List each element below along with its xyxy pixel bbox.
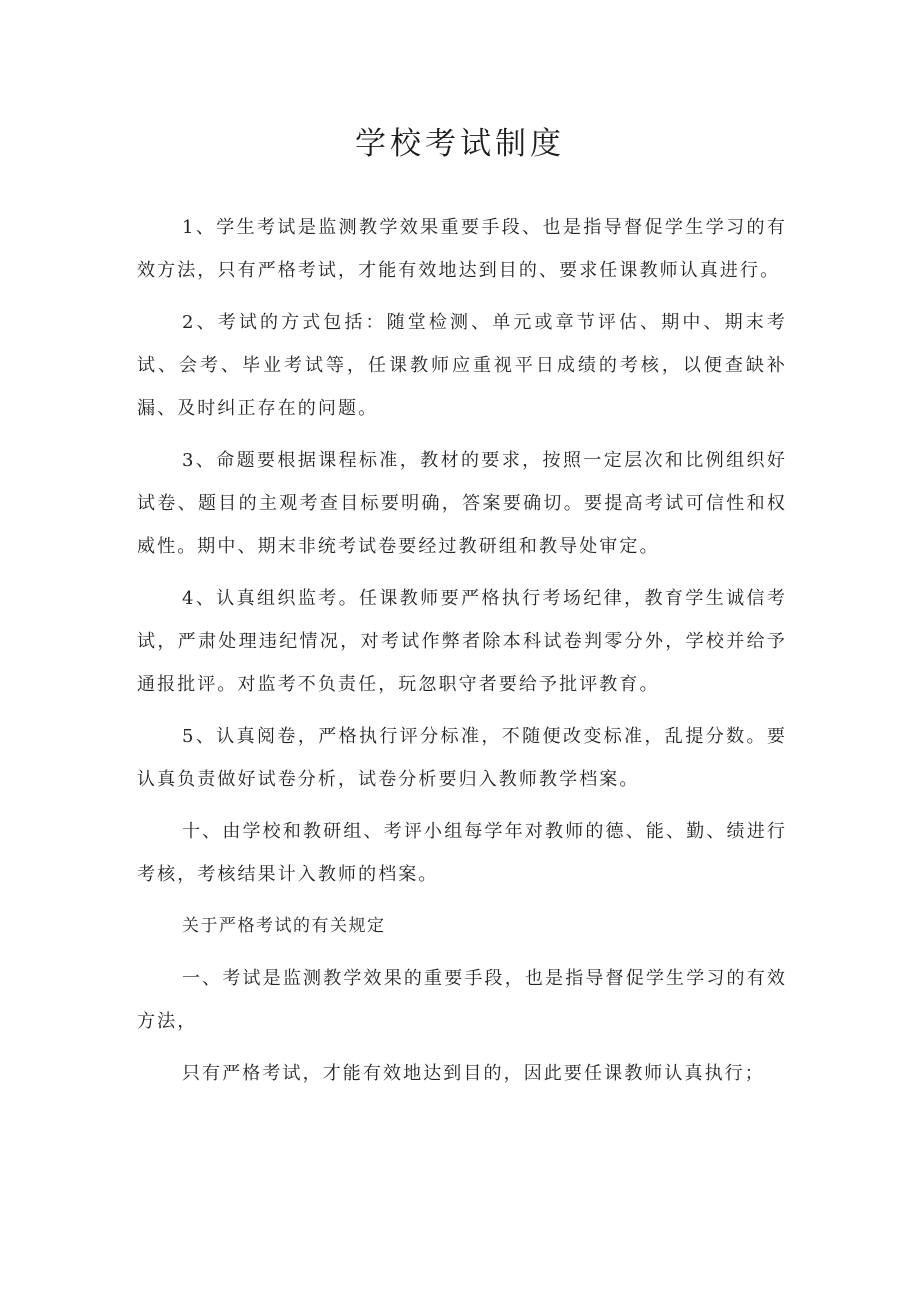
paragraph-4: 4、认真组织监考。任课教师要严格执行考场纪律，教育学生诚信考试，严肃处理违纪情况，对考试作弊者除本科试卷判零分外，学校并给予通报批评。对监考不负责任，玩忽职守者要给予批评教育。	[137, 588, 787, 695]
document-title: 学校考试制度	[355, 126, 565, 162]
paragraph-1: 1、学生考试是监测教学效果重要手段、也是指导督促学生学习的有效方法，只有严格考试，才能有效地达到目的、要求任课教师认真进行。	[137, 217, 787, 281]
paragraph-5: 5、认真阅卷，严格执行评分标准，不随便改变标准，乱提分数。要认真负责做好试卷分析，试卷分析要归入教师教学档案。	[137, 726, 787, 790]
paragraph-8: 只有严格考试，才能有效地达到目的，因此要任课教师认真执行；	[182, 1063, 765, 1084]
section-heading: 关于严格考试的有关规定	[182, 916, 386, 936]
paragraph-7: 一、考试是监测教学效果的重要手段，也是指导督促学生学习的有效方法，	[137, 968, 787, 1032]
document-body	[137, 206, 787, 1095]
paragraph-3: 3、命题要根据课程标准，教材的要求，按照一定层次和比例组织好试卷、题目的主观考查目标要明确，答案要确切。要提高考试可信性和权威性。期中、期末非统考试卷要经过教研组和教导处审定。	[137, 450, 787, 557]
paragraph-6: 十、由学校和教研组、考评小组每学年对教师的德、能、勤、绩进行考核，考核结果计入教师的档案。	[137, 821, 787, 885]
paragraph-2: 2、考试的方式包括：随堂检测、单元或章节评估、期中、期末考试、会考、毕业考试等，任课教师应重视平日成绩的考核，以便查缺补漏、及时纠正存在的问题。	[137, 312, 787, 419]
